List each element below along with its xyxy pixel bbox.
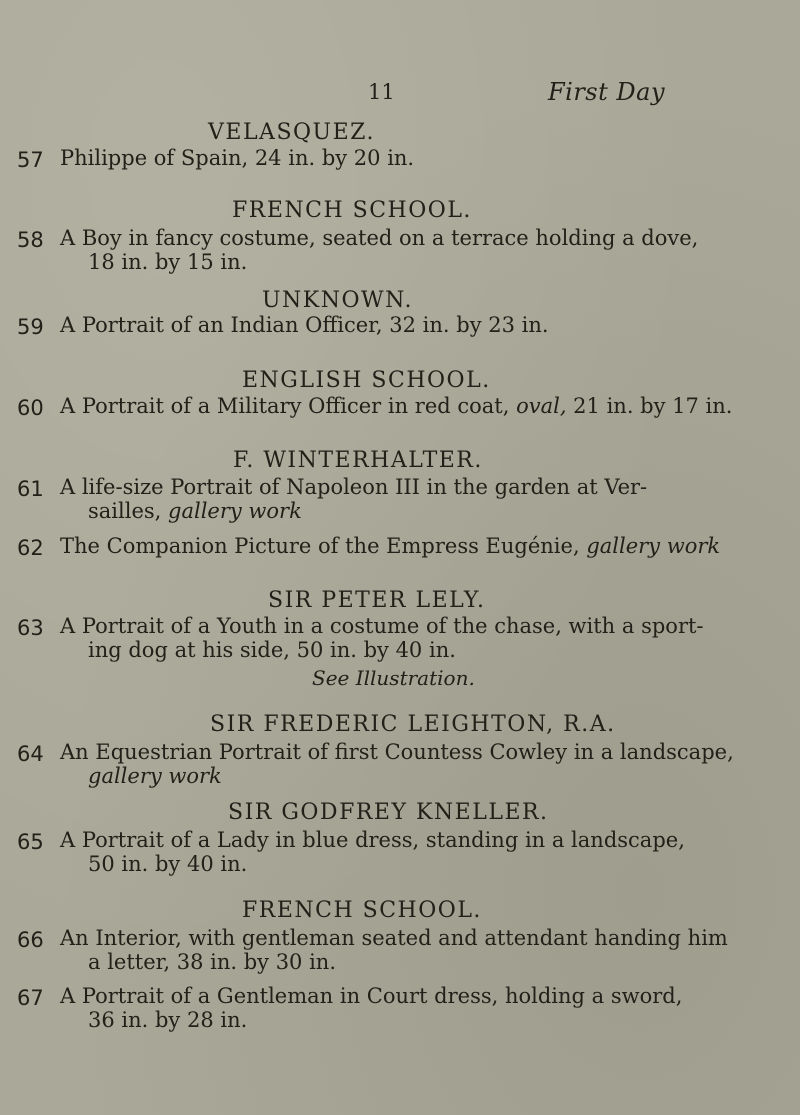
lot-description: The Companion Picture of the Empress Eugénie, gallery work — [60, 534, 721, 558]
lot-description: A Portrait of a Military Officer in red coat, oval, 21 in. by 17 in. — [60, 394, 733, 418]
lot-number: 58 — [17, 228, 44, 252]
artist-heading: ENGLISH SCHOOL. — [242, 368, 491, 393]
lot-number: 65 — [17, 830, 44, 854]
page-number: 11 — [368, 80, 395, 104]
lot-description: A Portrait of a Lady in blue dress, standing in a landscape, 50 in. by 40 in. — [60, 828, 685, 876]
artist-heading: SIR FREDERIC LEIGHTON, R.A. — [210, 712, 616, 737]
artist-heading: SIR PETER LELY. — [268, 588, 486, 613]
lot-description: A Portrait of a Youth in a costume of the chase, with a sport- ing dog at his side, 50 in. by 40 in. — [60, 614, 704, 662]
lot-number: 62 — [17, 536, 44, 560]
lot-description: A Portrait of a Gentleman in Court dress, holding a sword, 36 in. by 28 in. — [60, 984, 683, 1032]
lot-description: A life-size Portrait of Napoleon III in the garden at Ver- sailles, gallery work — [60, 475, 648, 523]
lot-number: 60 — [17, 396, 44, 420]
artist-heading: UNKNOWN. — [262, 288, 413, 313]
lot-number: 64 — [17, 742, 44, 766]
lot-description: A Boy in fancy costume, seated on a terrace holding a dove, 18 in. by 15 in. — [60, 226, 699, 274]
artist-heading: F. WINTERHALTER. — [233, 448, 483, 473]
illustration-note: See Illustration. — [312, 666, 475, 690]
lot-number: 63 — [17, 616, 44, 640]
lot-description: A Portrait of an Indian Officer, 32 in. by 23 in. — [60, 313, 549, 337]
lot-number: 61 — [17, 477, 44, 501]
lot-number: 66 — [17, 928, 44, 952]
artist-heading: FRENCH SCHOOL. — [232, 198, 472, 223]
artist-heading: SIR GODFREY KNELLER. — [228, 800, 549, 825]
lot-number: 67 — [17, 986, 44, 1010]
lot-number: 57 — [17, 148, 44, 172]
artist-heading: VELASQUEZ. — [208, 120, 376, 145]
day-heading: First Day — [548, 78, 665, 106]
lot-description: An Interior, with gentleman seated and attendant handing him a letter, 38 in. by 30 in. — [60, 926, 728, 974]
artist-heading: FRENCH SCHOOL. — [242, 898, 482, 923]
lot-number: 59 — [17, 315, 44, 339]
lot-description: An Equestrian Portrait of first Countess Cowley in a landscape, gallery work — [60, 740, 734, 788]
lot-description: Philippe of Spain, 24 in. by 20 in. — [60, 146, 415, 170]
